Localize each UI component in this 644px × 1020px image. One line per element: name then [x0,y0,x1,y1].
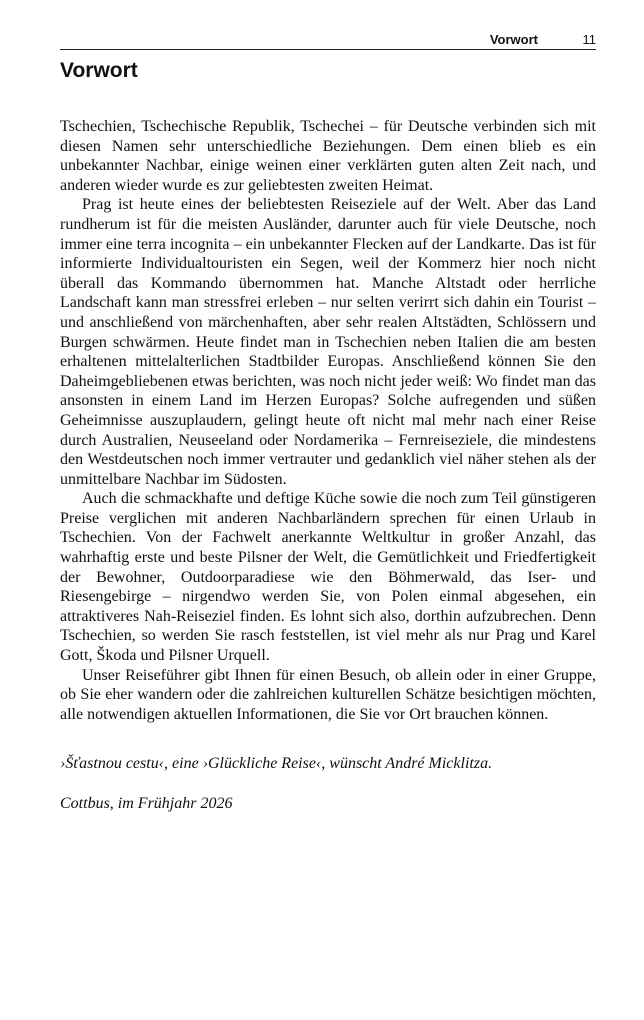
body-text [60,117,596,724]
page-title: Vorwort [60,59,138,82]
page-number: 11 [582,32,596,47]
paragraph-4: Unser Reiseführer gibt Ihnen für einen Besuch, ob allein oder in einer Gruppe, ob Sie eher wandern oder die zahlreichen kulturellen Schätze besichtigen möchten, alle notwendigen aktuellen Informationen, die Sie vor Ort brauchen können. [60,666,596,723]
running-head-title: Vorwort [489,32,538,47]
place-date: Cottbus, im Frühjahr 2026 [60,795,233,812]
running-head [60,31,596,50]
paragraph-1: Tschechien, Tschechische Republik, Tschechei – für Deutsche verbinden sich mit diesen Namen sehr unterschiedliche Beziehungen. Dem einen blieb es ein unbekannter Nachbar, einige weinen einer verklärten guten alten Zeit nach, und anderen wieder wurde es zur geliebtesten zweiten Heimat. [60,118,596,194]
closing-wish: ›Šťastnou cestu‹, eine ›Glückliche Reise‹, wünscht André Micklitza. [60,755,493,772]
paragraph-2: Prag ist heute eines der beliebtesten Reiseziele auf der Welt. Aber das Land rundherum ist für die meisten Ausländer, darunter auch für viele Deutsche, noch immer eine terra incognita – ein unbekannter Flecken auf der Landkarte. Das ist für informierte Individualtouristen ein Segen, weil der Kommerz hier noch nicht überall das Kommando übernommen hat. Manche Altstadt oder herrliche Landschaft kann man stressfrei erleben – nur selten verirrt sich dahin ein Tourist – und anschließend von märchenhaften, aber sehr realen Altstädten, Schlössern und Burgen schwärmen. Heute findet man in Tschechien neben Italien die am besten erhaltenen mittelalterlichen Stadtbilder Europas. Anschließend können Sie den Daheimgebliebenen etwas berichten, was noch nicht jeder weiß: Wo findet man das ansonsten in einem Land im Herzen Europas? Solche aufregenden und süßen Geheimnisse auszuplaudern, gelingt heute oft nicht mal mehr nach einer Reise durch Australien, Neuseeland oder Nordamerika – Fernreiseziele, die mindestens den Westdeutschen noch immer vertrauter und gedanklich viel näher stehen als der unmittelbare Nachbar im Südosten. [60,196,596,488]
paragraph-3: Auch die schmackhafte und deftige Küche sowie die noch zum Teil günstigeren Preise verglichen mit anderen Nachbarländern sprechen für einen Urlaub in Tschechien. Von der Fachwelt anerkannte Weltkultur in großer Anzahl, das wahrhaftig erste und beste Pilsner der Welt, die Gemütlichkeit und Friedfertigkeit der Bewohner, Outdoorparadiese wie den Böhmerwald, das Iser- und Riesengebirge – nirgendwo werden Sie, von Polen einmal abgesehen, ein attraktiveres Nah-Reiseziel finden. Es lohnt sich also, dorthin aufzubrechen. Denn Tschechien, so werden Sie rasch feststellen, ist viel mehr als nur Prag und Karel Gott, Škoda und Pilsner Urquell. [60,490,596,665]
